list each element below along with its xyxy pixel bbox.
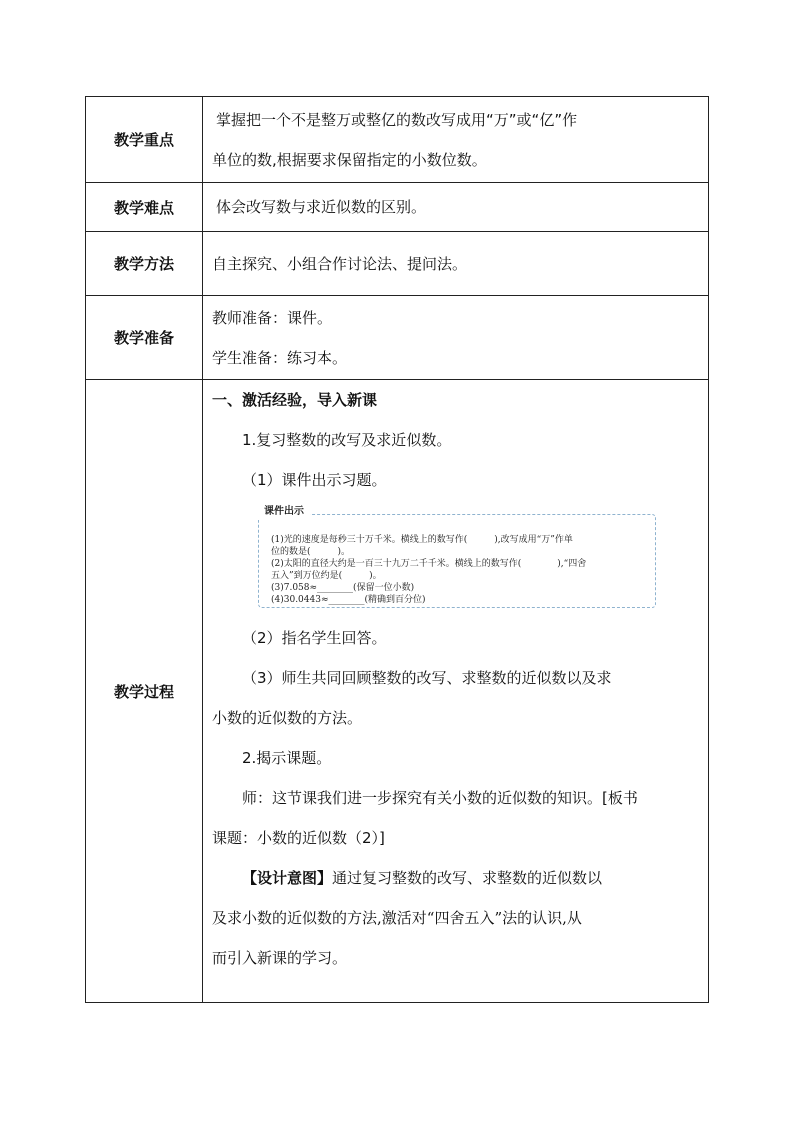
label-teaching-difficulty: 教学难点 bbox=[86, 183, 203, 232]
sub-step-1: （1）课件出示习题。 bbox=[242, 471, 387, 489]
label-teaching-method: 教学方法 bbox=[86, 232, 203, 296]
design-intent-line-1 bbox=[212, 858, 702, 898]
focus-line-1: 掌握把一个不是整万或整亿的数改写成用“万”或“亿”作 bbox=[216, 110, 578, 129]
prep-teacher: 教师准备：课件。 bbox=[212, 308, 333, 327]
content-teaching-prep bbox=[203, 296, 709, 380]
content-teaching-difficulty bbox=[203, 183, 709, 232]
cw-question-4: (4)30.0443≈________(精确到百分位) bbox=[271, 595, 426, 605]
row-teaching-prep bbox=[86, 296, 709, 380]
sub-step-3-line-2: 小数的近似数的方法。 bbox=[212, 709, 363, 727]
sub-step-3-line-1: （3）师生共同回顾整数的改写、求整数的近似数以及求 bbox=[242, 669, 612, 687]
row-teaching-method bbox=[86, 232, 709, 296]
row-teaching-focus bbox=[86, 97, 709, 183]
courseware-tab-label: 课件出示 bbox=[250, 504, 310, 520]
cw-question-1b: 位的数是( )。 bbox=[271, 547, 351, 557]
content-teaching-focus bbox=[203, 97, 709, 183]
label-teaching-process: 教学过程 bbox=[86, 380, 203, 1003]
step-1: 1.复习整数的改写及求近似数。 bbox=[242, 431, 452, 449]
content-teaching-process bbox=[203, 380, 709, 1003]
teacher-line-2: 课题：小数的近似数（2）] bbox=[212, 829, 385, 847]
teacher-line-1: 师：这节课我们进一步探究有关小数的近似数的知识。[板书 bbox=[242, 789, 638, 807]
courseware-frame bbox=[258, 514, 656, 608]
courseware-questions bbox=[271, 534, 649, 606]
prep-student: 学生准备：练习本。 bbox=[212, 348, 348, 367]
label-teaching-focus: 教学重点 bbox=[86, 97, 203, 183]
method-text: 自主探究、小组合作讨论法、提问法。 bbox=[212, 254, 468, 273]
row-teaching-process bbox=[86, 380, 709, 1003]
cw-question-2a: (2)太阳的直径大约是一百三十九万二千千米。横线上的数写作( ),“四舍 bbox=[271, 559, 587, 569]
design-intent-tag: 【设计意图】 bbox=[242, 869, 333, 887]
courseware-exercise-box bbox=[250, 504, 648, 608]
content-teaching-method bbox=[203, 232, 709, 296]
row-teaching-difficulty bbox=[86, 183, 709, 232]
cw-question-3: (3)7.058≈________(保留一位小数) bbox=[271, 583, 415, 593]
design-intent-text-1: 通过复习整数的改写、求整数的近似数以 bbox=[332, 869, 603, 887]
focus-line-2: 单位的数,根据要求保留指定的小数位数。 bbox=[212, 150, 487, 169]
section-1-title: 一、激活经验，导入新课 bbox=[212, 391, 378, 409]
step-2: 2.揭示课题。 bbox=[242, 749, 332, 767]
sub-step-2: （2）指名学生回答。 bbox=[242, 629, 387, 647]
design-intent-line-3: 而引入新课的学习。 bbox=[212, 949, 348, 967]
cw-question-2b: 五入”到万位约是( )。 bbox=[271, 571, 382, 581]
label-teaching-prep: 教学准备 bbox=[86, 296, 203, 380]
difficulty-text: 体会改写数与求近似数的区别。 bbox=[216, 198, 427, 216]
lesson-plan-table bbox=[85, 96, 709, 1003]
cw-question-1a: (1)光的速度是每秒三十万千米。横线上的数写作( ),改写成用“万”作单 bbox=[271, 535, 573, 545]
design-intent-line-2: 及求小数的近似数的方法,激活对“四舍五入”法的认识,从 bbox=[212, 909, 582, 927]
